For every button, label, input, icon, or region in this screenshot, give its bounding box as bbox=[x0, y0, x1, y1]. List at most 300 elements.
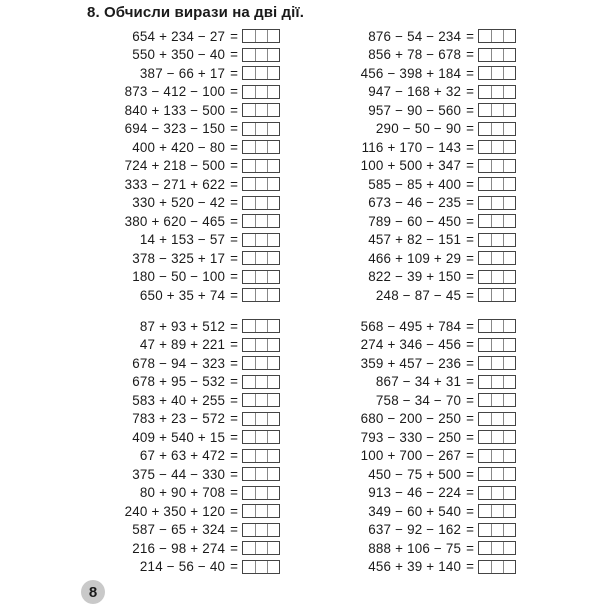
equals-sign: = bbox=[230, 559, 238, 575]
expression-text: 378 − 325 + 17 bbox=[132, 250, 226, 266]
answer-digit-cell[interactable] bbox=[503, 376, 515, 388]
answer-digit-cell[interactable] bbox=[491, 160, 503, 172]
answer-digit-cell[interactable] bbox=[267, 413, 279, 425]
answer-digit-cell[interactable] bbox=[243, 215, 255, 227]
answer-box[interactable] bbox=[242, 85, 280, 99]
answer-digit-cell[interactable] bbox=[255, 67, 267, 79]
answer-box[interactable] bbox=[242, 29, 280, 43]
answer-digit-cell[interactable] bbox=[267, 357, 279, 369]
answer-box[interactable] bbox=[478, 541, 516, 555]
answer-digit-cell[interactable] bbox=[491, 123, 503, 135]
answer-digit-cell[interactable] bbox=[243, 542, 255, 554]
answer-digit-cell[interactable] bbox=[255, 123, 267, 135]
answer-box[interactable] bbox=[478, 467, 516, 481]
answer-digit-cell[interactable] bbox=[255, 104, 267, 116]
answer-digit-cell[interactable] bbox=[243, 376, 255, 388]
expression-row bbox=[286, 391, 526, 410]
answer-digit-cell[interactable] bbox=[243, 524, 255, 536]
answer-box[interactable] bbox=[242, 196, 280, 210]
answer-box[interactable] bbox=[478, 504, 516, 518]
answer-box[interactable] bbox=[478, 251, 516, 265]
expression-row bbox=[40, 317, 280, 336]
answer-digit-cell[interactable] bbox=[503, 86, 515, 98]
answer-digit-cell[interactable] bbox=[267, 468, 279, 480]
equals-sign: = bbox=[466, 448, 474, 464]
answer-box[interactable] bbox=[242, 122, 280, 136]
answer-digit-cell[interactable] bbox=[503, 104, 515, 116]
answer-digit-cell[interactable] bbox=[267, 524, 279, 536]
answer-digit-cell[interactable] bbox=[243, 197, 255, 209]
answer-box[interactable] bbox=[478, 103, 516, 117]
answer-box[interactable] bbox=[478, 288, 516, 302]
equals-sign: = bbox=[466, 466, 474, 482]
answer-box[interactable] bbox=[242, 288, 280, 302]
answer-box[interactable] bbox=[478, 412, 516, 426]
answer-box[interactable] bbox=[242, 140, 280, 154]
equals-sign: = bbox=[230, 318, 238, 334]
answer-box[interactable] bbox=[242, 560, 280, 574]
answer-digit-cell[interactable] bbox=[491, 357, 503, 369]
equals-sign: = bbox=[466, 139, 474, 155]
answer-box[interactable] bbox=[478, 375, 516, 389]
answer-digit-cell[interactable] bbox=[255, 561, 267, 573]
answer-digit-cell[interactable] bbox=[255, 505, 267, 517]
equals-sign: = bbox=[466, 540, 474, 556]
equals-sign: = bbox=[466, 176, 474, 192]
answer-digit-cell[interactable] bbox=[267, 339, 279, 351]
answer-digit-cell[interactable] bbox=[479, 431, 491, 443]
answer-digit-cell[interactable] bbox=[491, 561, 503, 573]
answer-box[interactable] bbox=[478, 449, 516, 463]
equals-sign: = bbox=[230, 102, 238, 118]
answer-box[interactable] bbox=[242, 541, 280, 555]
expression-row bbox=[40, 175, 280, 194]
answer-digit-cell[interactable] bbox=[479, 160, 491, 172]
answer-digit-cell[interactable] bbox=[267, 289, 279, 301]
answer-digit-cell[interactable] bbox=[503, 394, 515, 406]
answer-digit-cell[interactable] bbox=[503, 178, 515, 190]
answer-digit-cell[interactable] bbox=[255, 376, 267, 388]
answer-digit-cell[interactable] bbox=[503, 505, 515, 517]
answer-digit-cell[interactable] bbox=[479, 357, 491, 369]
equals-sign: = bbox=[230, 139, 238, 155]
answer-digit-cell[interactable] bbox=[491, 234, 503, 246]
answer-box[interactable] bbox=[478, 29, 516, 43]
answer-digit-cell[interactable] bbox=[491, 104, 503, 116]
answer-digit-cell[interactable] bbox=[491, 215, 503, 227]
answer-digit-cell[interactable] bbox=[255, 141, 267, 153]
answer-box[interactable] bbox=[242, 214, 280, 228]
answer-box[interactable] bbox=[242, 430, 280, 444]
equals-sign: = bbox=[466, 429, 474, 445]
answer-digit-cell[interactable] bbox=[479, 123, 491, 135]
answer-digit-cell[interactable] bbox=[479, 215, 491, 227]
answer-box[interactable] bbox=[242, 270, 280, 284]
equals-sign: = bbox=[230, 269, 238, 285]
answer-digit-cell[interactable] bbox=[243, 30, 255, 42]
equals-sign: = bbox=[230, 47, 238, 63]
answer-digit-cell[interactable] bbox=[479, 178, 491, 190]
answer-digit-cell[interactable] bbox=[267, 450, 279, 462]
answer-digit-cell[interactable] bbox=[503, 289, 515, 301]
answer-digit-cell[interactable] bbox=[491, 413, 503, 425]
answer-digit-cell[interactable] bbox=[503, 234, 515, 246]
expression-text: 359 + 457 − 236 bbox=[360, 355, 462, 371]
answer-digit-cell[interactable] bbox=[243, 320, 255, 332]
answer-box[interactable] bbox=[242, 393, 280, 407]
expression-row bbox=[286, 138, 526, 157]
answer-box[interactable] bbox=[242, 467, 280, 481]
answer-digit-cell[interactable] bbox=[479, 252, 491, 264]
answer-digit-cell[interactable] bbox=[255, 394, 267, 406]
expression-text: 694 − 323 − 150 bbox=[124, 121, 226, 137]
answer-box[interactable] bbox=[242, 103, 280, 117]
equals-sign: = bbox=[466, 392, 474, 408]
answer-digit-cell[interactable] bbox=[479, 67, 491, 79]
expression-row bbox=[40, 120, 280, 139]
answer-digit-cell[interactable] bbox=[479, 271, 491, 283]
answer-digit-cell[interactable] bbox=[491, 468, 503, 480]
answer-digit-cell[interactable] bbox=[491, 30, 503, 42]
answer-digit-cell[interactable] bbox=[491, 252, 503, 264]
answer-digit-cell[interactable] bbox=[503, 123, 515, 135]
answer-digit-cell[interactable] bbox=[479, 320, 491, 332]
answer-box[interactable] bbox=[242, 233, 280, 247]
answer-digit-cell[interactable] bbox=[479, 542, 491, 554]
answer-digit-cell[interactable] bbox=[479, 376, 491, 388]
expression-row bbox=[286, 447, 526, 466]
answer-digit-cell[interactable] bbox=[267, 30, 279, 42]
answer-digit-cell[interactable] bbox=[243, 104, 255, 116]
answer-digit-cell[interactable] bbox=[491, 450, 503, 462]
answer-digit-cell[interactable] bbox=[503, 468, 515, 480]
equals-sign: = bbox=[230, 287, 238, 303]
answer-digit-cell[interactable] bbox=[267, 123, 279, 135]
answer-box[interactable] bbox=[242, 48, 280, 62]
answer-digit-cell[interactable] bbox=[479, 413, 491, 425]
equals-sign: = bbox=[230, 213, 238, 229]
answer-digit-cell[interactable] bbox=[255, 450, 267, 462]
answer-box[interactable] bbox=[478, 159, 516, 173]
answer-box[interactable] bbox=[242, 66, 280, 80]
answer-digit-cell[interactable] bbox=[243, 339, 255, 351]
answer-digit-cell[interactable] bbox=[255, 487, 267, 499]
expression-text: 375 − 44 − 330 bbox=[132, 466, 226, 482]
answer-box[interactable] bbox=[478, 214, 516, 228]
answer-box[interactable] bbox=[478, 177, 516, 191]
answer-digit-cell[interactable] bbox=[479, 30, 491, 42]
expression-row bbox=[40, 46, 280, 65]
expression-text: 100 + 500 + 347 bbox=[360, 158, 462, 174]
answer-digit-cell[interactable] bbox=[491, 178, 503, 190]
answer-box[interactable] bbox=[478, 66, 516, 80]
answer-digit-cell[interactable] bbox=[243, 431, 255, 443]
answer-digit-cell[interactable] bbox=[255, 413, 267, 425]
answer-digit-cell[interactable] bbox=[243, 67, 255, 79]
answer-digit-cell[interactable] bbox=[479, 289, 491, 301]
answer-digit-cell[interactable] bbox=[503, 450, 515, 462]
answer-box[interactable] bbox=[478, 486, 516, 500]
answer-digit-cell[interactable] bbox=[255, 252, 267, 264]
answer-digit-cell[interactable] bbox=[479, 234, 491, 246]
answer-digit-cell[interactable] bbox=[267, 86, 279, 98]
answer-digit-cell[interactable] bbox=[479, 450, 491, 462]
answer-digit-cell[interactable] bbox=[503, 141, 515, 153]
expression-text: 789 − 60 − 450 bbox=[368, 213, 462, 229]
answer-digit-cell[interactable] bbox=[491, 271, 503, 283]
expression-text: 409 + 540 + 15 bbox=[132, 429, 226, 445]
answer-box[interactable] bbox=[242, 375, 280, 389]
answer-digit-cell[interactable] bbox=[267, 67, 279, 79]
answer-digit-cell[interactable] bbox=[491, 197, 503, 209]
equals-sign: = bbox=[466, 522, 474, 538]
equals-sign: = bbox=[230, 65, 238, 81]
answer-digit-cell[interactable] bbox=[267, 431, 279, 443]
answer-box[interactable] bbox=[478, 270, 516, 284]
answer-box[interactable] bbox=[478, 338, 516, 352]
answer-digit-cell[interactable] bbox=[243, 289, 255, 301]
expressions-column-right-bottom bbox=[286, 317, 526, 576]
expression-text: 673 − 46 − 235 bbox=[368, 195, 462, 211]
answer-digit-cell[interactable] bbox=[491, 289, 503, 301]
answer-digit-cell[interactable] bbox=[503, 487, 515, 499]
answer-digit-cell[interactable] bbox=[267, 215, 279, 227]
equals-sign: = bbox=[230, 522, 238, 538]
answer-digit-cell[interactable] bbox=[503, 524, 515, 536]
answer-box[interactable] bbox=[242, 412, 280, 426]
answer-digit-cell[interactable] bbox=[503, 561, 515, 573]
answer-box[interactable] bbox=[242, 159, 280, 173]
answer-box[interactable] bbox=[478, 48, 516, 62]
answer-digit-cell[interactable] bbox=[491, 394, 503, 406]
answer-digit-cell[interactable] bbox=[479, 49, 491, 61]
answer-digit-cell[interactable] bbox=[243, 505, 255, 517]
equals-sign: = bbox=[230, 355, 238, 371]
answer-box[interactable] bbox=[478, 393, 516, 407]
answer-digit-cell[interactable] bbox=[267, 252, 279, 264]
expression-row bbox=[40, 101, 280, 120]
answer-digit-cell[interactable] bbox=[267, 394, 279, 406]
answer-digit-cell[interactable] bbox=[491, 376, 503, 388]
answer-digit-cell[interactable] bbox=[479, 394, 491, 406]
expression-text: 587 − 65 + 324 bbox=[132, 522, 226, 538]
answer-digit-cell[interactable] bbox=[503, 339, 515, 351]
equals-sign: = bbox=[230, 411, 238, 427]
answer-digit-cell[interactable] bbox=[243, 49, 255, 61]
answer-box[interactable] bbox=[242, 523, 280, 537]
answer-digit-cell[interactable] bbox=[267, 487, 279, 499]
answer-digit-cell[interactable] bbox=[243, 141, 255, 153]
answer-digit-cell[interactable] bbox=[255, 215, 267, 227]
expression-row bbox=[40, 83, 280, 102]
answer-digit-cell[interactable] bbox=[503, 271, 515, 283]
answer-digit-cell[interactable] bbox=[503, 542, 515, 554]
expression-text: 116 + 170 − 143 bbox=[361, 139, 462, 155]
answer-digit-cell[interactable] bbox=[479, 339, 491, 351]
answer-digit-cell[interactable] bbox=[503, 252, 515, 264]
expression-text: 637 − 92 − 162 bbox=[368, 522, 462, 538]
answer-digit-cell[interactable] bbox=[255, 178, 267, 190]
answer-box[interactable] bbox=[478, 430, 516, 444]
answer-digit-cell[interactable] bbox=[243, 160, 255, 172]
answer-digit-cell[interactable] bbox=[267, 104, 279, 116]
answer-box[interactable] bbox=[242, 319, 280, 333]
expression-text: 913 − 46 − 224 bbox=[368, 485, 462, 501]
answer-box[interactable] bbox=[478, 319, 516, 333]
answer-digit-cell[interactable] bbox=[267, 141, 279, 153]
answer-digit-cell[interactable] bbox=[243, 252, 255, 264]
answer-digit-cell[interactable] bbox=[491, 487, 503, 499]
expression-row bbox=[286, 286, 526, 305]
answer-digit-cell[interactable] bbox=[479, 561, 491, 573]
answer-digit-cell[interactable] bbox=[479, 505, 491, 517]
answer-digit-cell[interactable] bbox=[243, 234, 255, 246]
expression-row bbox=[40, 286, 280, 305]
equals-sign: = bbox=[230, 121, 238, 137]
answer-digit-cell[interactable] bbox=[491, 339, 503, 351]
answer-digit-cell[interactable] bbox=[267, 49, 279, 61]
answer-digit-cell[interactable] bbox=[267, 271, 279, 283]
answer-digit-cell[interactable] bbox=[503, 67, 515, 79]
answer-digit-cell[interactable] bbox=[255, 468, 267, 480]
answer-digit-cell[interactable] bbox=[479, 524, 491, 536]
answer-digit-cell[interactable] bbox=[243, 413, 255, 425]
answer-digit-cell[interactable] bbox=[491, 67, 503, 79]
answer-digit-cell[interactable] bbox=[267, 197, 279, 209]
answer-digit-cell[interactable] bbox=[491, 320, 503, 332]
answer-box[interactable] bbox=[478, 356, 516, 370]
answer-digit-cell[interactable] bbox=[267, 234, 279, 246]
answer-digit-cell[interactable] bbox=[243, 357, 255, 369]
answer-digit-cell[interactable] bbox=[503, 49, 515, 61]
equals-sign: = bbox=[230, 466, 238, 482]
answer-digit-cell[interactable] bbox=[255, 339, 267, 351]
answer-digit-cell[interactable] bbox=[267, 160, 279, 172]
answer-digit-cell[interactable] bbox=[243, 394, 255, 406]
expression-row bbox=[286, 428, 526, 447]
answer-digit-cell[interactable] bbox=[503, 215, 515, 227]
equals-sign: = bbox=[466, 337, 474, 353]
answer-digit-cell[interactable] bbox=[267, 561, 279, 573]
answer-box[interactable] bbox=[242, 338, 280, 352]
answer-box[interactable] bbox=[242, 504, 280, 518]
answer-digit-cell[interactable] bbox=[255, 431, 267, 443]
answer-digit-cell[interactable] bbox=[479, 487, 491, 499]
answer-digit-cell[interactable] bbox=[491, 542, 503, 554]
answer-digit-cell[interactable] bbox=[479, 468, 491, 480]
answer-digit-cell[interactable] bbox=[255, 86, 267, 98]
answer-digit-cell[interactable] bbox=[503, 30, 515, 42]
equals-sign: = bbox=[230, 374, 238, 390]
answer-digit-cell[interactable] bbox=[479, 86, 491, 98]
answer-digit-cell[interactable] bbox=[479, 197, 491, 209]
expression-text: 290 − 50 − 90 bbox=[375, 121, 462, 137]
expression-row bbox=[286, 410, 526, 429]
answer-digit-cell[interactable] bbox=[255, 49, 267, 61]
expression-text: 466 + 109 + 29 bbox=[368, 250, 462, 266]
answer-digit-cell[interactable] bbox=[267, 376, 279, 388]
answer-digit-cell[interactable] bbox=[503, 160, 515, 172]
answer-digit-cell[interactable] bbox=[243, 450, 255, 462]
answer-digit-cell[interactable] bbox=[479, 141, 491, 153]
equals-sign: = bbox=[230, 28, 238, 44]
answer-digit-cell[interactable] bbox=[491, 49, 503, 61]
answer-digit-cell[interactable] bbox=[255, 234, 267, 246]
expression-text: 867 − 34 + 31 bbox=[375, 374, 462, 390]
answer-digit-cell[interactable] bbox=[255, 271, 267, 283]
answer-box[interactable] bbox=[478, 560, 516, 574]
equals-sign: = bbox=[230, 158, 238, 174]
answer-digit-cell[interactable] bbox=[503, 413, 515, 425]
answer-box[interactable] bbox=[478, 122, 516, 136]
answer-digit-cell[interactable] bbox=[255, 197, 267, 209]
answer-digit-cell[interactable] bbox=[255, 30, 267, 42]
answer-digit-cell[interactable] bbox=[503, 320, 515, 332]
answer-box[interactable] bbox=[242, 251, 280, 265]
answer-digit-cell[interactable] bbox=[491, 86, 503, 98]
equals-sign: = bbox=[230, 540, 238, 556]
answer-digit-cell[interactable] bbox=[267, 320, 279, 332]
answer-digit-cell[interactable] bbox=[243, 561, 255, 573]
answer-box[interactable] bbox=[478, 85, 516, 99]
answer-box[interactable] bbox=[478, 523, 516, 537]
answer-digit-cell[interactable] bbox=[267, 542, 279, 554]
answer-digit-cell[interactable] bbox=[479, 104, 491, 116]
answer-digit-cell[interactable] bbox=[255, 357, 267, 369]
answer-digit-cell[interactable] bbox=[243, 123, 255, 135]
expression-row bbox=[40, 410, 280, 429]
expression-text: 783 + 23 − 572 bbox=[132, 411, 226, 427]
expression-row bbox=[286, 194, 526, 213]
answer-box[interactable] bbox=[242, 177, 280, 191]
answer-digit-cell[interactable] bbox=[491, 505, 503, 517]
answer-digit-cell[interactable] bbox=[503, 431, 515, 443]
answer-digit-cell[interactable] bbox=[503, 357, 515, 369]
expression-text: 450 − 75 + 500 bbox=[368, 466, 462, 482]
answer-digit-cell[interactable] bbox=[243, 86, 255, 98]
expression-row bbox=[286, 101, 526, 120]
answer-box[interactable] bbox=[478, 196, 516, 210]
answer-digit-cell[interactable] bbox=[255, 289, 267, 301]
answer-box[interactable] bbox=[478, 233, 516, 247]
answer-digit-cell[interactable] bbox=[267, 178, 279, 190]
answer-digit-cell[interactable] bbox=[255, 320, 267, 332]
answer-box[interactable] bbox=[242, 356, 280, 370]
answer-digit-cell[interactable] bbox=[267, 505, 279, 517]
answer-digit-cell[interactable] bbox=[491, 431, 503, 443]
answer-digit-cell[interactable] bbox=[243, 271, 255, 283]
expression-text: 793 − 330 − 250 bbox=[360, 429, 462, 445]
expression-text: 650 + 35 + 74 bbox=[139, 287, 226, 303]
answer-digit-cell[interactable] bbox=[243, 178, 255, 190]
answer-digit-cell[interactable] bbox=[255, 542, 267, 554]
answer-box[interactable] bbox=[242, 486, 280, 500]
expression-row bbox=[40, 558, 280, 577]
answer-box[interactable] bbox=[242, 449, 280, 463]
answer-box[interactable] bbox=[478, 140, 516, 154]
expression-row bbox=[286, 157, 526, 176]
answer-digit-cell[interactable] bbox=[255, 160, 267, 172]
answer-digit-cell[interactable] bbox=[503, 197, 515, 209]
answer-digit-cell[interactable] bbox=[243, 487, 255, 499]
expression-row bbox=[40, 157, 280, 176]
expression-text: 654 + 234 − 27 bbox=[132, 28, 226, 44]
answer-digit-cell[interactable] bbox=[491, 524, 503, 536]
answer-digit-cell[interactable] bbox=[243, 468, 255, 480]
answer-digit-cell[interactable] bbox=[255, 524, 267, 536]
equals-sign: = bbox=[230, 485, 238, 501]
answer-digit-cell[interactable] bbox=[491, 141, 503, 153]
